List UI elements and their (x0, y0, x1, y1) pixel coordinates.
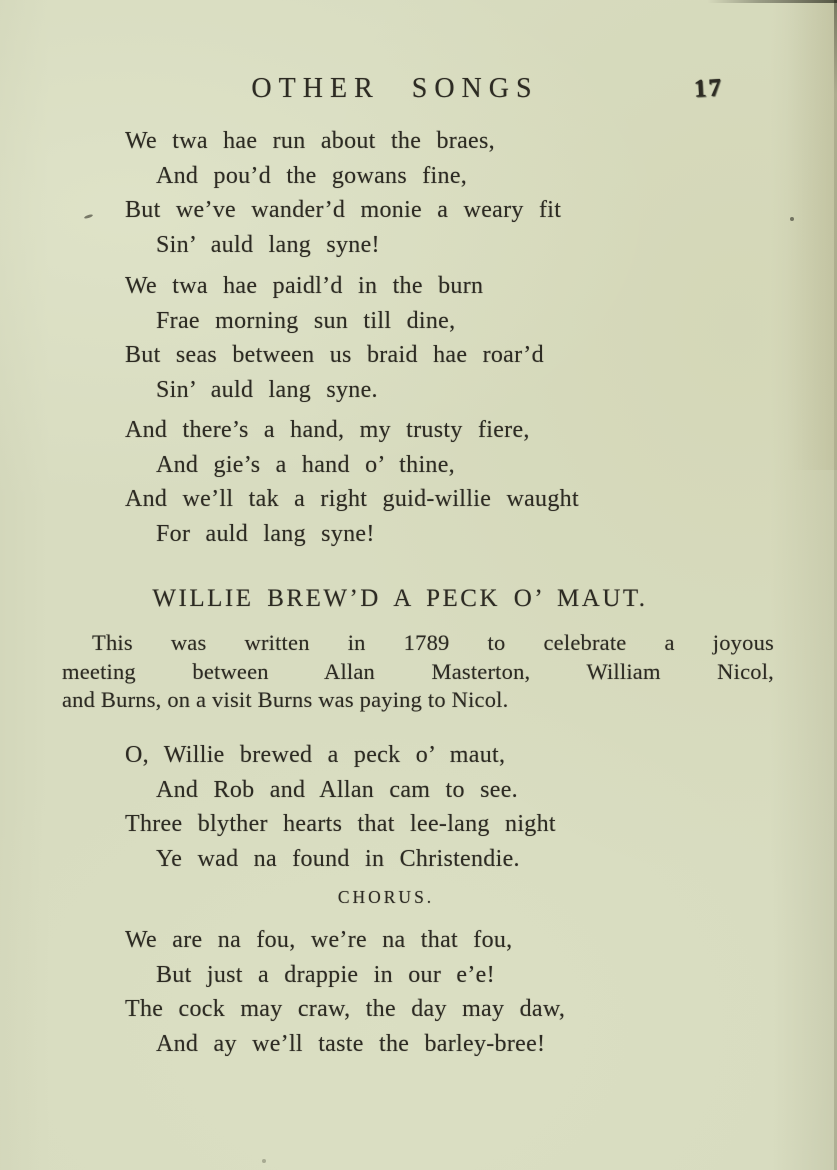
stanza-auld-lang-syne-3 (125, 413, 579, 551)
verse-line: Frae morning sun till dine, (156, 307, 456, 334)
scan-corner-mark (707, 0, 837, 3)
verse-line: Three blyther hearts that lee-lang night (125, 811, 556, 837)
verse-line: We twa hae run about the braes, (125, 128, 495, 154)
stanza-auld-lang-syne-1 (125, 124, 561, 262)
stanza-chorus (125, 923, 565, 1061)
intro-line: meeting between Allan Masterton, William Nicol, (62, 658, 774, 684)
verse-line: And Rob and Allan cam to see. (156, 776, 518, 803)
verse-line: For auld lang syne! (156, 520, 375, 547)
running-title: OTHER SONGS (251, 73, 539, 104)
verse-line: Ye wad na found in Christendie. (156, 845, 520, 872)
verse-line: But seas between us braid hae roar’d (125, 342, 544, 368)
song-title: WILLIE BREW’D A PECK O’ MAUT. (152, 585, 648, 612)
verse-line: O, Willie brewed a peck o’ maut, (125, 742, 506, 768)
verse-line: But just a drappie in our e’e! (156, 961, 495, 988)
verse-line: Sin’ auld lang syne. (156, 376, 378, 403)
verse-line: The cock may craw, the day may daw, (125, 996, 566, 1022)
verse-line: But we’ve wander’d monie a weary fit (125, 197, 562, 223)
verse-line: And ay we’ll taste the barley-bree! (156, 1030, 546, 1057)
verse-line: And there’s a hand, my trusty fiere, (125, 417, 530, 443)
scan-shadow (787, 0, 837, 470)
verse-line: We are na fou, we’re na that fou, (125, 927, 513, 953)
song-introduction (62, 629, 774, 715)
ink-speck (790, 217, 794, 221)
verse-line: And we’ll tak a right guid-willie waught (125, 486, 579, 512)
verse-line: Sin’ auld lang syne! (156, 231, 380, 258)
stanza-auld-lang-syne-2 (125, 269, 544, 407)
ink-speck (84, 214, 93, 220)
verse-line: And pou’d the gowans fine, (156, 162, 468, 189)
page-number: 17 (693, 74, 724, 103)
verse-line: We twa hae paidl’d in the burn (125, 273, 484, 299)
intro-line: and Burns, on a visit Burns was paying to Nicol. (62, 687, 509, 713)
ink-speck (262, 1159, 266, 1163)
intro-line: This was written in 1789 to celebrate a joyous (92, 630, 774, 655)
chorus-label: CHORUS. (337, 887, 435, 907)
verse-line: And gie’s a hand o’ thine, (156, 451, 455, 478)
stanza-willie-brewd (125, 738, 556, 876)
